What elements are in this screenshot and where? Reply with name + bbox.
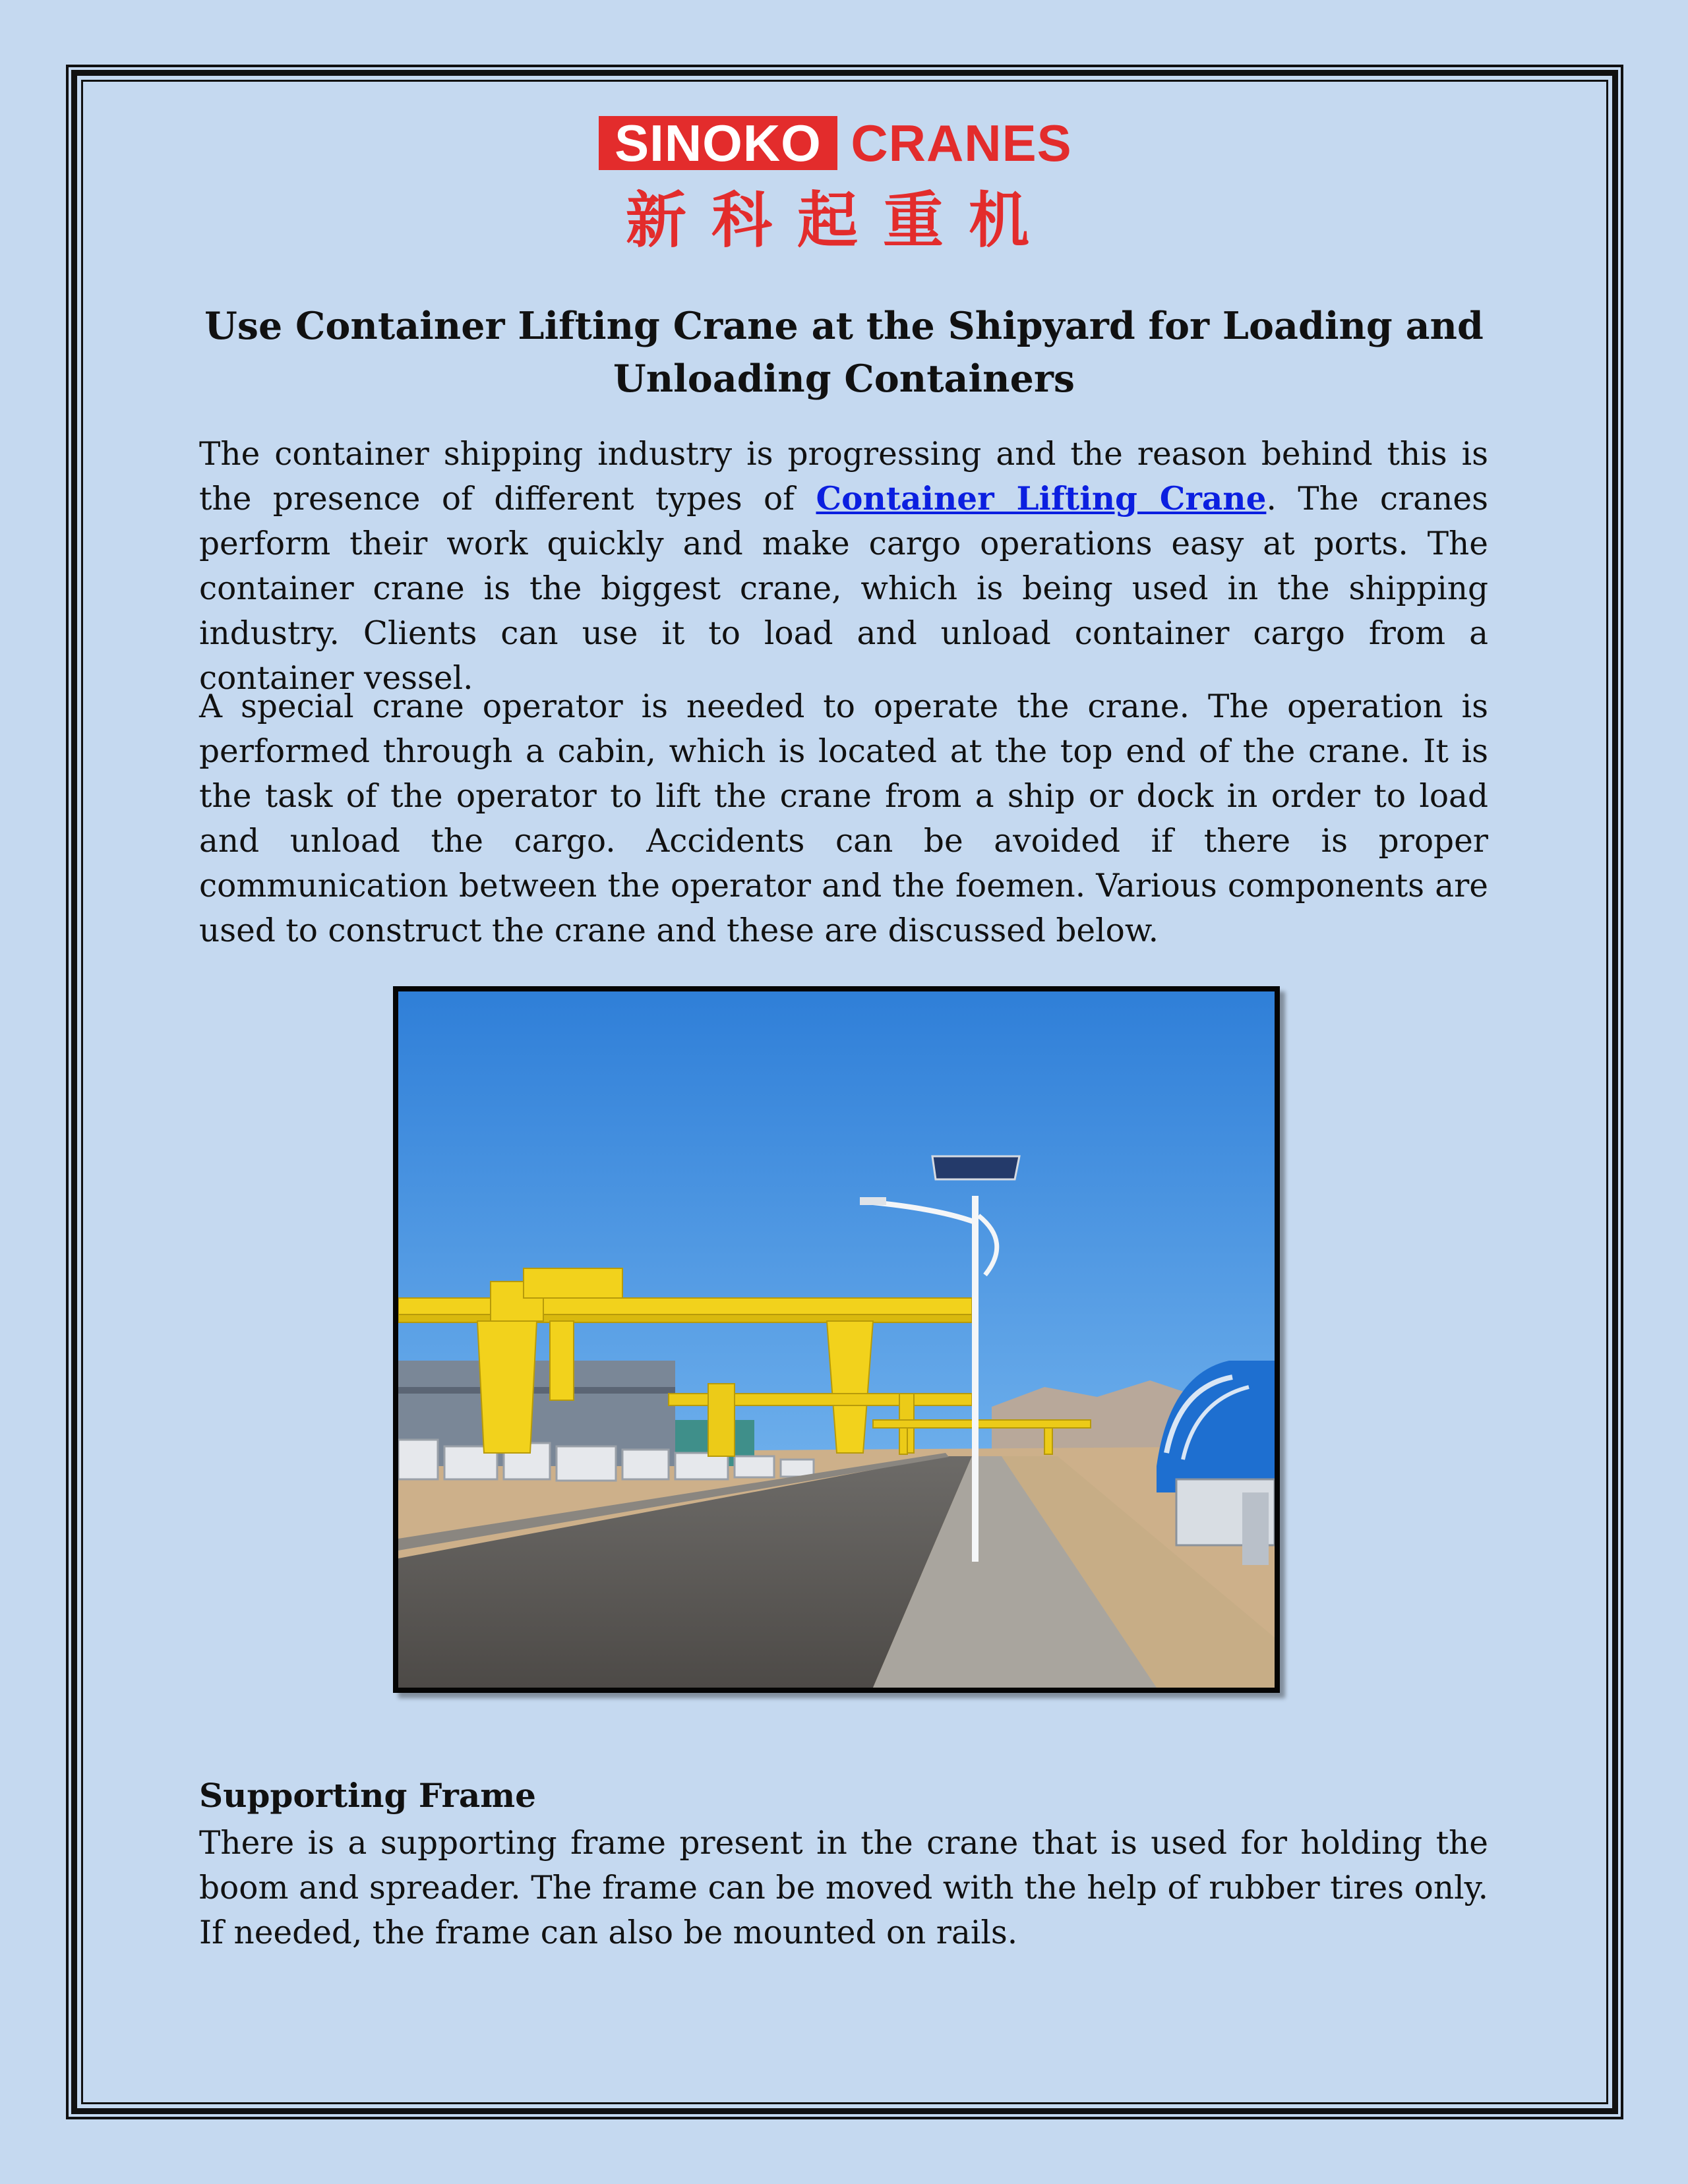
container-lifting-crane-link[interactable]: Container Lifting Crane — [816, 480, 1267, 517]
intro-text-end: . The cranes perform their work quickly and make cargo operations easy at ports. The container crane is the biggest crane, which is being used in the shipping industry. Clients can use it to load and unload container cargo from a container vessel. — [199, 481, 1488, 697]
svg-text:CRANES: CRANES — [851, 114, 1072, 172]
supporting-frame-paragraph: There is a supporting frame present in the crane that is used for holding the boom and spreader. The frame can be moved with the help of rubber tires only. If needed, the frame can also be mounted on rails. — [199, 1825, 1488, 1951]
sinoko-cranes-logo — [597, 113, 1083, 254]
section-heading: Supporting Frame — [199, 1776, 536, 1815]
operator-paragraph: A special crane operator is needed to operate the crane. The operation is performed through a cabin, which is located at the top end of the crane. It is the task of the operator to lift the crane from a ship or dock in order to load and unload the cargo. Accidents can be avoided if there is proper communication between the operator and the foemen. Various components are used to construct the crane and these are discussed below. — [199, 688, 1488, 949]
svg-text:SINOKO: SINOKO — [615, 114, 822, 172]
intro-paragraph — [199, 432, 1488, 701]
gantry-crane-photo — [393, 986, 1280, 1693]
page-title: Use Container Lifting Crane at the Shipyard for Loading and Unloading Containers — [204, 304, 1484, 401]
intro-text-start: The container shipping industry is progressing and the reason behind this is the presence of different types of — [199, 436, 1488, 517]
svg-text:新科起重机: 新科起重机 — [625, 185, 1055, 254]
